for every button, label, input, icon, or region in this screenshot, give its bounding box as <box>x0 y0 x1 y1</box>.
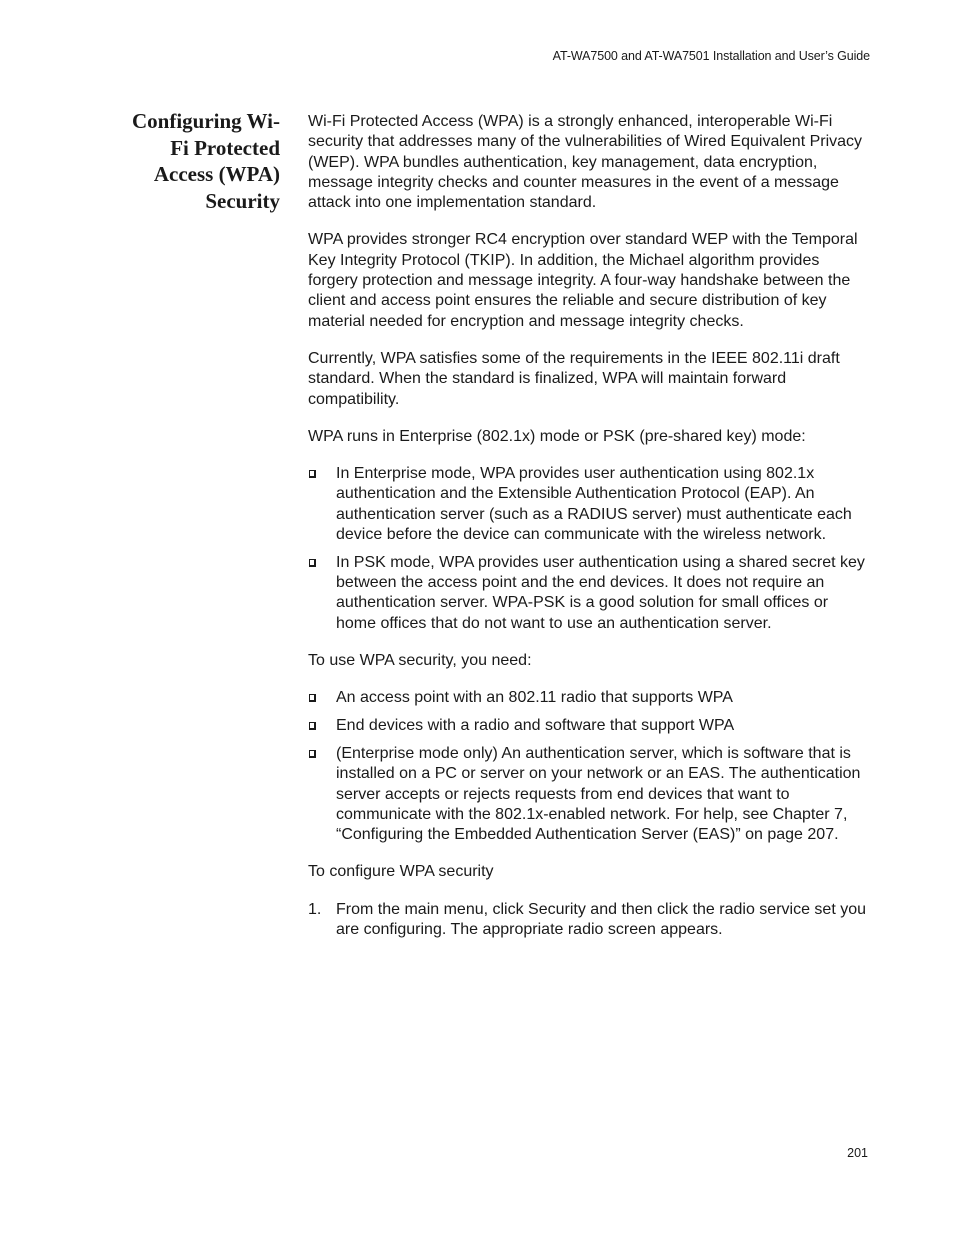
paragraph: WPA runs in Enterprise (802.1x) mode or PSK (pre-shared key) mode: <box>308 427 806 445</box>
step-text: From the main menu, click Security and then click the radio service set you are configuring. The appropriate radio screen appears. <box>336 900 866 938</box>
wpa-modes-list <box>308 464 872 634</box>
section-heading <box>100 108 280 214</box>
paragraph: To configure WPA security <box>308 863 494 881</box>
page-number: 201 <box>847 1146 868 1160</box>
list-item-text: In PSK mode, WPA provides user authentication using a shared secret key between the access point and the end devices. It does not require an authentication server. WPA-PSK is a good solution for small offices or home offices that do not want to use an authentication server. <box>336 553 865 632</box>
checkbox-bullet-icon <box>309 470 316 478</box>
checkbox-bullet-icon <box>309 750 316 758</box>
section-heading-line: Access (WPA) <box>153 162 280 186</box>
list-item-text: In Enterprise mode, WPA provides user authentication using 802.1x authentication and the Extensible Authentication Protocol (EAP). An authentication server (such as a RADIUS server) must authenticate each device before the device can communicate with the wireless network. <box>336 465 852 544</box>
checkbox-bullet-icon <box>309 722 316 730</box>
list-item <box>308 464 872 545</box>
section-heading-line: Configuring Wi- <box>131 109 280 133</box>
body-text <box>308 112 872 940</box>
section-heading-line: Fi Protected <box>170 135 280 160</box>
list-item <box>308 744 872 845</box>
paragraph: WPA provides stronger RC4 encryption over standard WEP with the Temporal Key Integrity Protocol (TKIP). In addition, the Michael algorithm provides forgery protection and message integrity. A four-way handshake between the client and access point ensures the reliable and secure distribution of key material needed for encryption and message integrity checks. <box>308 231 858 330</box>
section-heading-line: Security <box>205 188 280 213</box>
step-number: 1. <box>308 900 322 918</box>
paragraph: To use WPA security, you need: <box>308 652 532 670</box>
list-item-text: End devices with a radio and software that support WPA <box>336 717 735 735</box>
list-item <box>308 553 872 634</box>
procedure-step <box>308 900 872 941</box>
checkbox-bullet-icon <box>309 694 316 702</box>
paragraph: Currently, WPA satisfies some of the requirements in the IEEE 802.11i draft standard. When the standard is finalized, WPA will maintain forward compatibility. <box>308 349 840 408</box>
paragraph: Wi-Fi Protected Access (WPA) is a strongly enhanced, interoperable Wi-Fi security that addresses many of the vulnerabilities of Wired Equivalent Privacy (WEP). WPA bundles authentication, key management, data encryption, message integrity checks and counter measures in the event of a message attack into one implementation standard. <box>308 113 863 212</box>
list-item <box>308 688 872 708</box>
list-item <box>308 716 872 736</box>
running-header: AT-WA7500 and AT-WA7501 Installation and User’s Guide <box>552 49 870 63</box>
list-item-text: An access point with an 802.11 radio that supports WPA <box>336 689 733 707</box>
checkbox-bullet-icon <box>309 559 316 567</box>
requirements-list <box>308 688 872 845</box>
list-item-text: (Enterprise mode only) An authentication server, which is software that is installed on a PC or server on your network or an EAS. The authentication server accepts or rejects requests from end devices that want to communicate with the 802.1x-enabled network. For help, see Chapter 7, “Configuring the Embedded Authentication Server (EAS)” on page 207. <box>336 744 861 844</box>
